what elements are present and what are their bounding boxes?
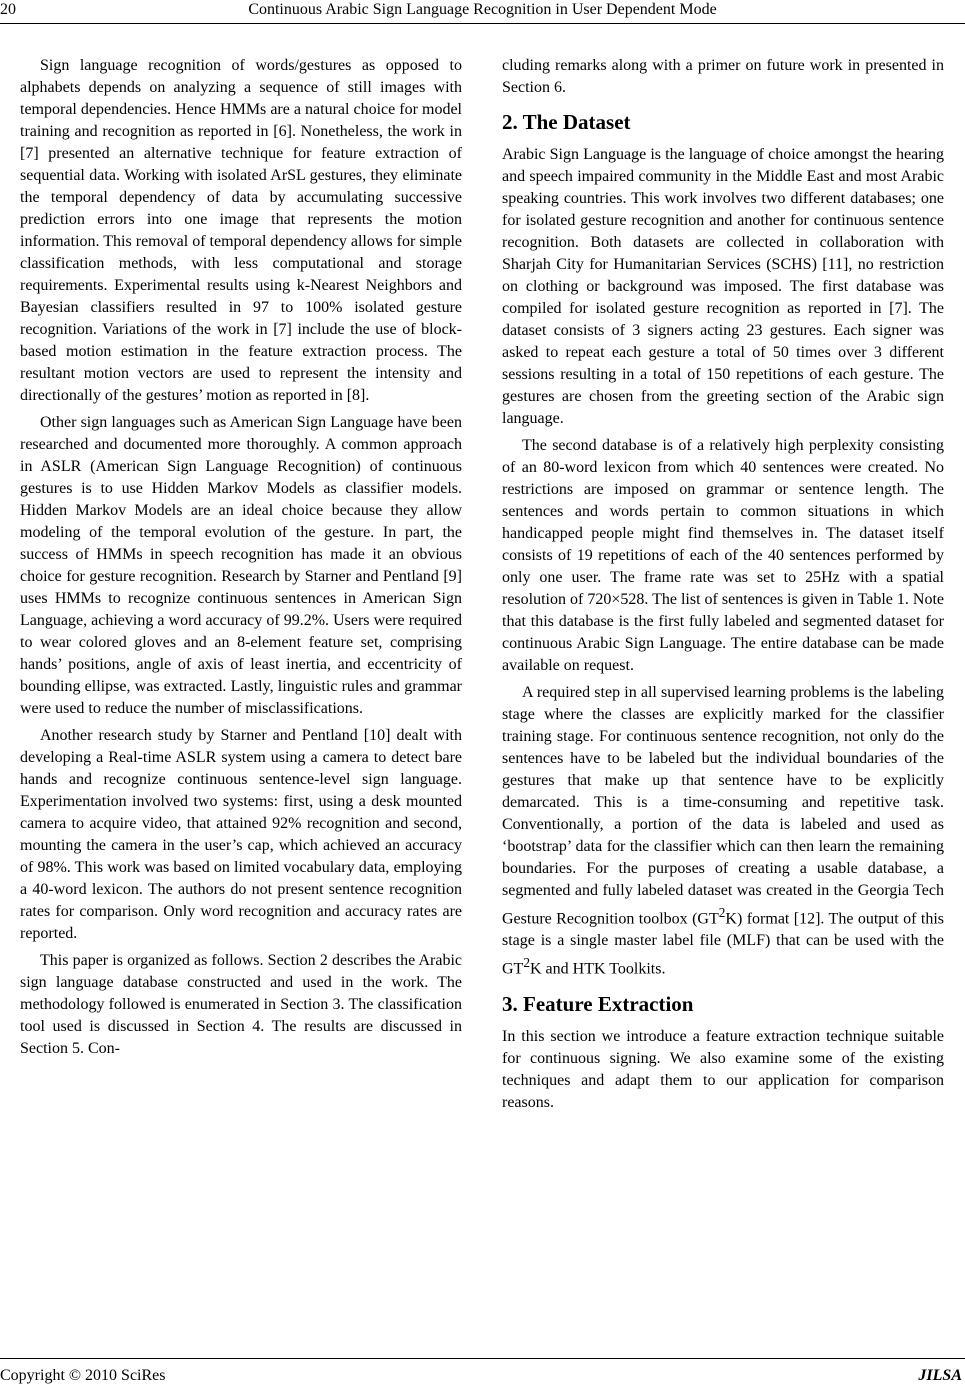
paragraph: In this section we introduce a feature extraction technique suitable for continuous signing. We also examine some of the existing techniques and adapt them to our application for comparison reasons. bbox=[502, 1027, 944, 1111]
section-heading-dataset: 2. The Dataset bbox=[502, 110, 631, 134]
paragraph bbox=[502, 682, 944, 981]
paragraph: Another research study by Starner and Pentland [10] dealt with developing a Real-time ASLR system using a camera to detect bare hands and recognize continuous sentence-level sign language. Experimentation involved two systems: first, using a desk mounted camera to acquire video, that attained 92% recognition and second, mounting the camera in the user’s cap, which achieved an accuracy of 98%. This work was based on limited vocabulary data, employing a 40-word lexicon. The authors do not present sentence recognition rates for comparison. Only word recognition and accuracy rates are reported. bbox=[20, 727, 462, 942]
right-column bbox=[502, 55, 944, 1119]
running-title: Continuous Arabic Sign Language Recognition in User Dependent Mode bbox=[248, 1, 717, 18]
paragraph: Sign language recognition of words/gestures as opposed to alphabets depends on analyzing a sequence of still images with temporal dependencies. Hence HMMs are a natural choice for model training and recognition as reported in [6]. Nonetheless, the work in [7] presented an alternative technique for feature extraction of sequential data. Working with isolated ArSL gestures, they eliminate the temporal dependency of data by accumulating successive prediction errors into one image that represents the motion information. This removal of temporal dependency allows for simple classification methods, with less computational and storage requirements. Experimental results using k-Nearest Neighbors and Bayesian classifiers resulted in 97 to 100% isolated gesture recognition. Variations of the work in [7] include the use of block-based motion estimation in the feature extraction process. The resultant motion vectors are used to represent the intensity and directionally of the gestures’ motion as reported in [8]. bbox=[20, 57, 462, 404]
text-span: A required step in all supervised learning problems is the labeling stage where the classes are explicitly marked for the classifier training stage. For continuous sentence recognition, not only do the sentences have to be labeled but the individual boundaries of the gestures that make up that sentence have to be explicitly demarcated. This is a time-consuming and repetitive task. Conventionally, a portion of the data is labeled and used as ‘bootstrap’ data for the classifier which can then learn the remaining boundaries. For the purposes of creating a usable database, a segmented and fully labeled dataset was created in the Georgia Tech Gesture Recognition toolbox (GT bbox=[502, 684, 944, 928]
section-heading-feature-extraction: 3. Feature Extraction bbox=[502, 991, 694, 1016]
superscript: 2 bbox=[718, 905, 726, 920]
footer-rule bbox=[0, 1358, 965, 1359]
page-header bbox=[0, 0, 965, 24]
page-number: 20 bbox=[0, 1, 16, 18]
paragraph: Arabic Sign Language is the language of choice amongst the hearing and speech impaired community in the Middle East and most Arabic speaking countries. This work involves two different databases; one for isolated gesture recognition and another for continuous sentence recognition. Both datasets are collected in collaboration with Sharjah City for Humanitarian Services (SCHS) [11], no restriction on clothing or background was imposed. The first database was compiled for isolated gesture recognition as reported in [7]. The dataset consists of 3 signers acting 23 gestures. Each signer was asked to repeat each gesture a total of 50 times over 3 different sessions resulting in a total of 150 repetitions of each gesture. The gestures are chosen from the greeting section of the Arabic sign language. bbox=[502, 146, 944, 427]
header-rule bbox=[0, 23, 965, 24]
paragraph: This paper is organized as follows. Section 2 describes the Arabic sign language database constructed and used in the work. The methodology followed is enumerated in Section 3. The classification tool used is discussed in Section 4. The results are discussed in Section 5. Con- bbox=[20, 952, 462, 1057]
page-footer bbox=[0, 1358, 965, 1386]
paragraph: Other sign languages such as American Sign Language have been researched and documented more thoroughly. A common approach in ASLR (American Sign Language Recognition) of continuous gestures is to use Hidden Markov Models as classifier models. Hidden Markov Models are an ideal choice because they allow modeling of the temporal evolution of the gesture. In part, the success of HMMs in speech recognition has made it an obvious choice for gesture recognition. Research by Starner and Pentland [9] uses HMMs to recognize continuous sentences in American Sign Language, achieving a word accuracy of 99.2%. Users were required to wear colored gloves and an 8-element feature set, comprising hands’ positions, angle of axis of least inertia, and eccentricity of bounding ellipse, was extracted. Lastly, linguistic rules and grammar were used to reduce the number of misclassifications. bbox=[20, 414, 462, 717]
paragraph: cluding remarks along with a primer on future work in presented in Section 6. bbox=[502, 57, 944, 96]
text-span: K) format [12]. The output of this stage is a single master label file (MLF) that can be used with the GT bbox=[502, 910, 945, 978]
paragraph: The second database is of a relatively high perplexity consisting of an 80-word lexicon from which 40 sentences were created. No restrictions are imposed on grammar or sentence length. The sentences and words pertain to common situations in which handicapped people might find themselves in. The dataset itself consists of 19 repetitions of each of the 40 sentences performed by only one user. The frame rate was set to 25Hz with a spatial resolution of 720×528. The list of sentences is given in Table 1. Note that this database is the first fully labeled and segmented dataset for continuous Arabic Sign Language. The entire database can be made available on request. bbox=[502, 437, 944, 674]
text-span: K and HTK Toolkits. bbox=[530, 960, 666, 978]
left-column bbox=[20, 55, 462, 1065]
journal-name: JILSA bbox=[918, 1367, 962, 1384]
copyright: Copyright © 2010 SciRes bbox=[0, 1367, 166, 1384]
superscript: 2 bbox=[523, 955, 530, 971]
